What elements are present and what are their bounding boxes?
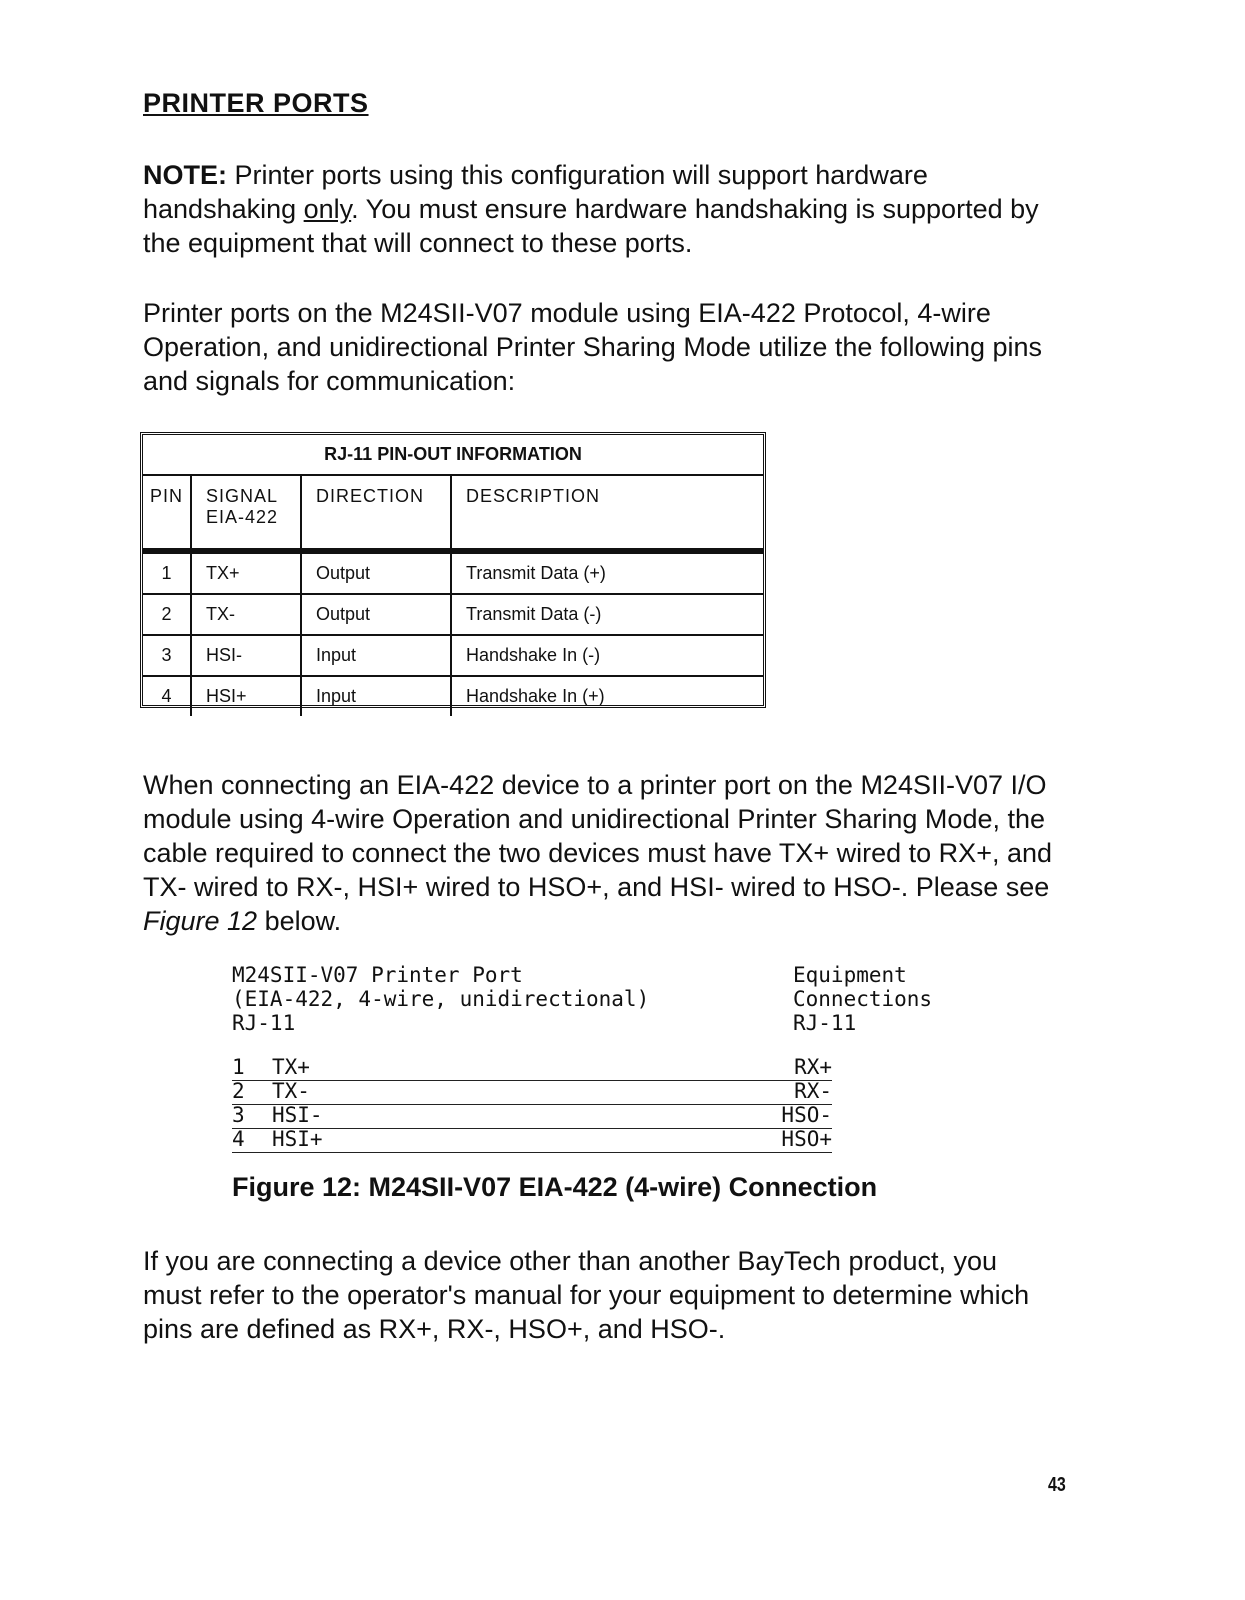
cell-description: Transmit Data (+)	[451, 551, 763, 594]
cell-signal: HSI+	[191, 676, 301, 716]
table-row	[143, 676, 763, 716]
connection-text-start: When connecting an EIA-422 device to a printer port on the M24SII-V07 I/O module using 4-wire Operation and unidirectional Printer Sharing Mode, the cable required to connect the two devices must have TX+ wired to RX+, and TX- wired to RX-, HSI+ wired to HSO+, and HSI- wired to HSO-. Please see	[143, 770, 1053, 902]
figure-right-header-line: RJ-11	[793, 1011, 857, 1035]
note-text-start: Printer ports using this configuration will support hardware handshaking	[143, 160, 928, 224]
wire-pin: 1	[232, 1055, 245, 1079]
wire-pin: 4	[232, 1127, 245, 1151]
wire-right-signal: HSO+	[781, 1127, 832, 1151]
wire-row	[232, 1055, 832, 1079]
cell-pin: 3	[143, 635, 191, 676]
connection-text-end: below.	[257, 906, 342, 936]
figure-left-header	[232, 963, 649, 1035]
intro-paragraph: Printer ports on the M24SII-V07 module using EIA-422 Protocol, 4-wire Operation, and unidirectional Printer Sharing Mode utilize the following pins and signals for communication:	[143, 298, 1043, 396]
cell-signal: TX-	[191, 594, 301, 635]
cell-description: Handshake In (+)	[451, 676, 763, 716]
wire-left-signal: HSI+	[272, 1127, 323, 1151]
figure-caption: Figure 12: M24SII-V07 EIA-422 (4-wire) Connection	[232, 1172, 878, 1202]
figure-left-header-line: RJ-11	[232, 1011, 296, 1035]
header-signal-line2: EIA-422	[206, 507, 279, 527]
wire-line	[232, 1152, 832, 1153]
connection-paragraph	[143, 768, 1053, 938]
note-text-end: . You must ensure hardware handshaking is supported by the equipment that will connect to these ports.	[143, 194, 1039, 258]
wire-right-signal: RX+	[794, 1055, 832, 1079]
wire-row	[232, 1079, 832, 1103]
figure-left-header-line: M24SII-V07 Printer Port	[232, 963, 523, 987]
wire-right-signal: HSO-	[781, 1103, 832, 1127]
figure-left-header-line: (EIA-422, 4-wire, unidirectional)	[232, 987, 650, 1011]
header-direction: DIRECTION	[301, 475, 451, 551]
table-title: RJ-11 PIN-OUT INFORMATION	[143, 435, 763, 475]
cell-pin: 2	[143, 594, 191, 635]
header-signal-line1: SIGNAL	[206, 486, 279, 506]
figure-right-header-line: Equipment	[793, 963, 907, 987]
header-description: DESCRIPTION	[451, 475, 763, 551]
page-number: 43	[1048, 1474, 1066, 1496]
table-row	[143, 551, 763, 594]
cell-pin: 1	[143, 551, 191, 594]
cell-direction: Input	[301, 676, 451, 716]
wire-row	[232, 1127, 832, 1151]
cell-direction: Output	[301, 594, 451, 635]
table-row	[143, 635, 763, 676]
wire-pin: 2	[232, 1079, 245, 1103]
cell-pin: 4	[143, 676, 191, 716]
figure-right-header	[793, 963, 932, 1035]
final-paragraph: If you are connecting a device other than another BayTech product, you must refer to the operator's manual for your equipment to determine which pins are defined as RX+, RX-, HSO+, and HSO-.	[143, 1246, 1030, 1344]
figure-right-header-line: Connections	[793, 987, 933, 1011]
wire-pin: 3	[232, 1103, 245, 1127]
figure-reference: Figure 12	[143, 906, 258, 936]
wire-row	[232, 1103, 832, 1127]
pinout-table	[140, 432, 766, 708]
note-emphasis: only	[303, 194, 352, 224]
cell-signal: HSI-	[191, 635, 301, 676]
wire-left-signal: HSI-	[272, 1103, 323, 1127]
note-paragraph	[143, 158, 1053, 260]
wire-left-signal: TX+	[272, 1055, 310, 1079]
wire-left-signal: TX-	[272, 1079, 310, 1103]
cell-direction: Input	[301, 635, 451, 676]
cell-description: Transmit Data (-)	[451, 594, 763, 635]
header-pin: PIN	[143, 475, 191, 551]
section-heading: PRINTER PORTS	[143, 88, 369, 118]
cell-signal: TX+	[191, 551, 301, 594]
table-row	[143, 594, 763, 635]
header-signal	[191, 475, 301, 551]
note-label: NOTE:	[143, 160, 227, 190]
wire-right-signal: RX-	[794, 1079, 832, 1103]
cell-description: Handshake In (-)	[451, 635, 763, 676]
cell-direction: Output	[301, 551, 451, 594]
